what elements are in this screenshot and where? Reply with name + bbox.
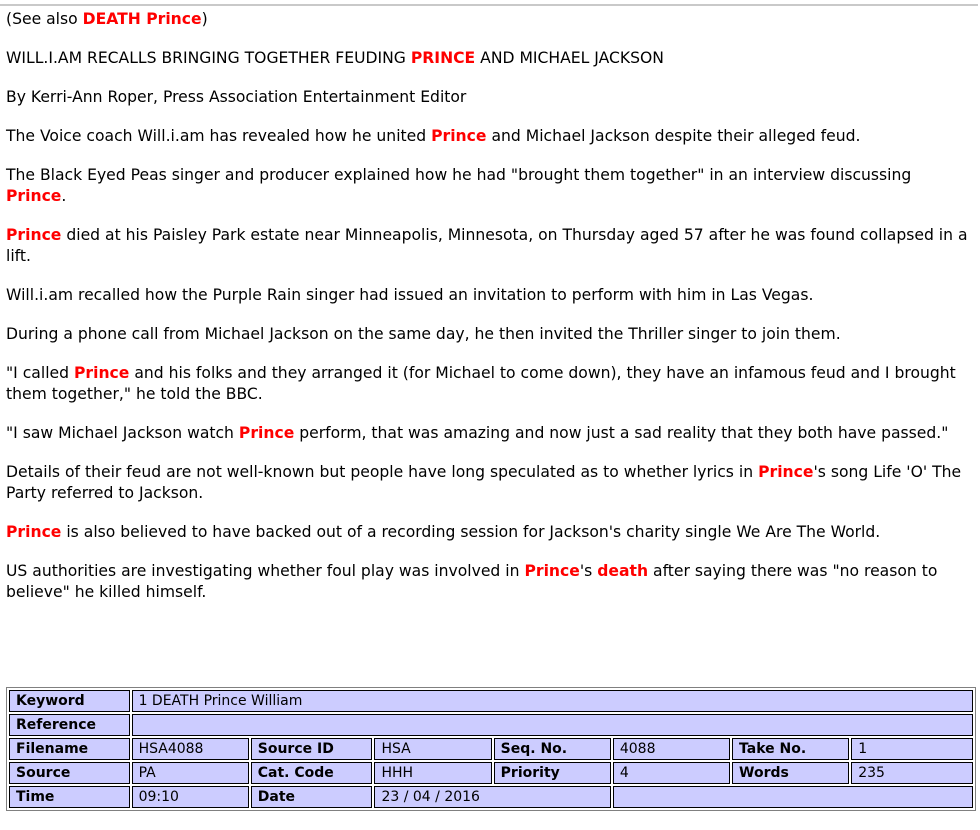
take-no-value: 1 bbox=[851, 738, 973, 760]
keyword-highlight: Prince bbox=[524, 562, 580, 580]
keyword-highlight: Prince bbox=[238, 424, 295, 442]
article-body bbox=[6, 9, 976, 621]
keyword-label: Keyword bbox=[9, 690, 130, 712]
seq-no-value: 4088 bbox=[613, 738, 730, 760]
paragraph-5: During a phone call from Michael Jackson on the same day, he then invited the Thriller singer to join them. bbox=[6, 325, 841, 343]
see-also-link[interactable]: DEATH Prince bbox=[82, 10, 202, 28]
filename-value: HSA4088 bbox=[132, 738, 249, 760]
seq-no-label: Seq. No. bbox=[494, 738, 611, 760]
keyword-highlight: death bbox=[597, 562, 649, 580]
keyword-value: 1 DEATH Prince William bbox=[132, 690, 973, 712]
date-value: 23 / 04 / 2016 bbox=[374, 786, 610, 808]
keyword-highlight: Prince bbox=[431, 127, 487, 145]
paragraph-9: Prince is also believed to have backed out of a recording session for Jackson's charity single We Are The World. bbox=[6, 523, 881, 541]
paragraph-8: Details of their feud are not well-known but people have long speculated as to whether lyrics in Prince's song Life 'O' The Party referred to Jackson. bbox=[6, 463, 962, 502]
headline: WILL.I.AM RECALLS BRINGING TOGETHER FEUDING PRINCE AND MICHAEL JACKSON bbox=[6, 49, 664, 67]
paragraph-10: US authorities are investigating whether foul play was involved in Prince's death after saying there was "no reason to believe" he killed himself. bbox=[6, 562, 938, 601]
see-also: (See also DEATH Prince) bbox=[6, 10, 208, 28]
empty-cell bbox=[613, 786, 973, 808]
cat-code-value: HHH bbox=[374, 762, 491, 784]
words-label: Words bbox=[732, 762, 849, 784]
reference-value bbox=[132, 714, 973, 736]
date-label: Date bbox=[251, 786, 373, 808]
keyword-highlight: PRINCE bbox=[410, 49, 476, 67]
reference-label: Reference bbox=[9, 714, 130, 736]
paragraph-7: "I saw Michael Jackson watch Prince perform, that was amazing and now just a sad reality that they both have passed." bbox=[6, 424, 949, 442]
filename-label: Filename bbox=[9, 738, 130, 760]
take-no-label: Take No. bbox=[732, 738, 849, 760]
top-divider bbox=[0, 4, 978, 6]
keyword-highlight: Prince bbox=[758, 463, 814, 481]
priority-value: 4 bbox=[613, 762, 730, 784]
table-row bbox=[9, 738, 973, 760]
paragraph-4: Will.i.am recalled how the Purple Rain singer had issued an invitation to perform with him in Las Vegas. bbox=[6, 286, 814, 304]
keyword-highlight: Prince bbox=[6, 523, 62, 541]
time-label: Time bbox=[9, 786, 130, 808]
cat-code-label: Cat. Code bbox=[251, 762, 373, 784]
source-id-value: HSA bbox=[374, 738, 491, 760]
priority-label: Priority bbox=[494, 762, 611, 784]
paragraph-3: Prince died at his Paisley Park estate near Minneapolis, Minnesota, on Thursday aged 57 after he was found collapsed in a lift. bbox=[6, 226, 968, 265]
words-value: 235 bbox=[851, 762, 973, 784]
metadata-table bbox=[6, 687, 976, 811]
paragraph-6: "I called Prince and his folks and they arranged it (for Michael to come down), they have an infamous feud and I brought them together," he told the BBC. bbox=[6, 364, 956, 403]
keyword-highlight: Prince bbox=[6, 187, 62, 205]
source-value: PA bbox=[132, 762, 249, 784]
table-row bbox=[9, 714, 973, 736]
table-row bbox=[9, 690, 973, 712]
source-id-label: Source ID bbox=[251, 738, 373, 760]
keyword-highlight: Prince bbox=[6, 226, 62, 244]
source-label: Source bbox=[9, 762, 130, 784]
paragraph-1: The Voice coach Will.i.am has revealed how he united Prince and Michael Jackson despite their alleged feud. bbox=[6, 127, 861, 145]
paragraph-2: The Black Eyed Peas singer and producer explained how he had "brought them together" in an interview discussing Prince. bbox=[6, 166, 912, 205]
keyword-highlight: Prince bbox=[73, 364, 130, 382]
time-value: 09:10 bbox=[132, 786, 249, 808]
byline: By Kerri-Ann Roper, Press Association Entertainment Editor bbox=[6, 88, 467, 106]
table-row bbox=[9, 762, 973, 784]
table-row bbox=[9, 786, 973, 808]
